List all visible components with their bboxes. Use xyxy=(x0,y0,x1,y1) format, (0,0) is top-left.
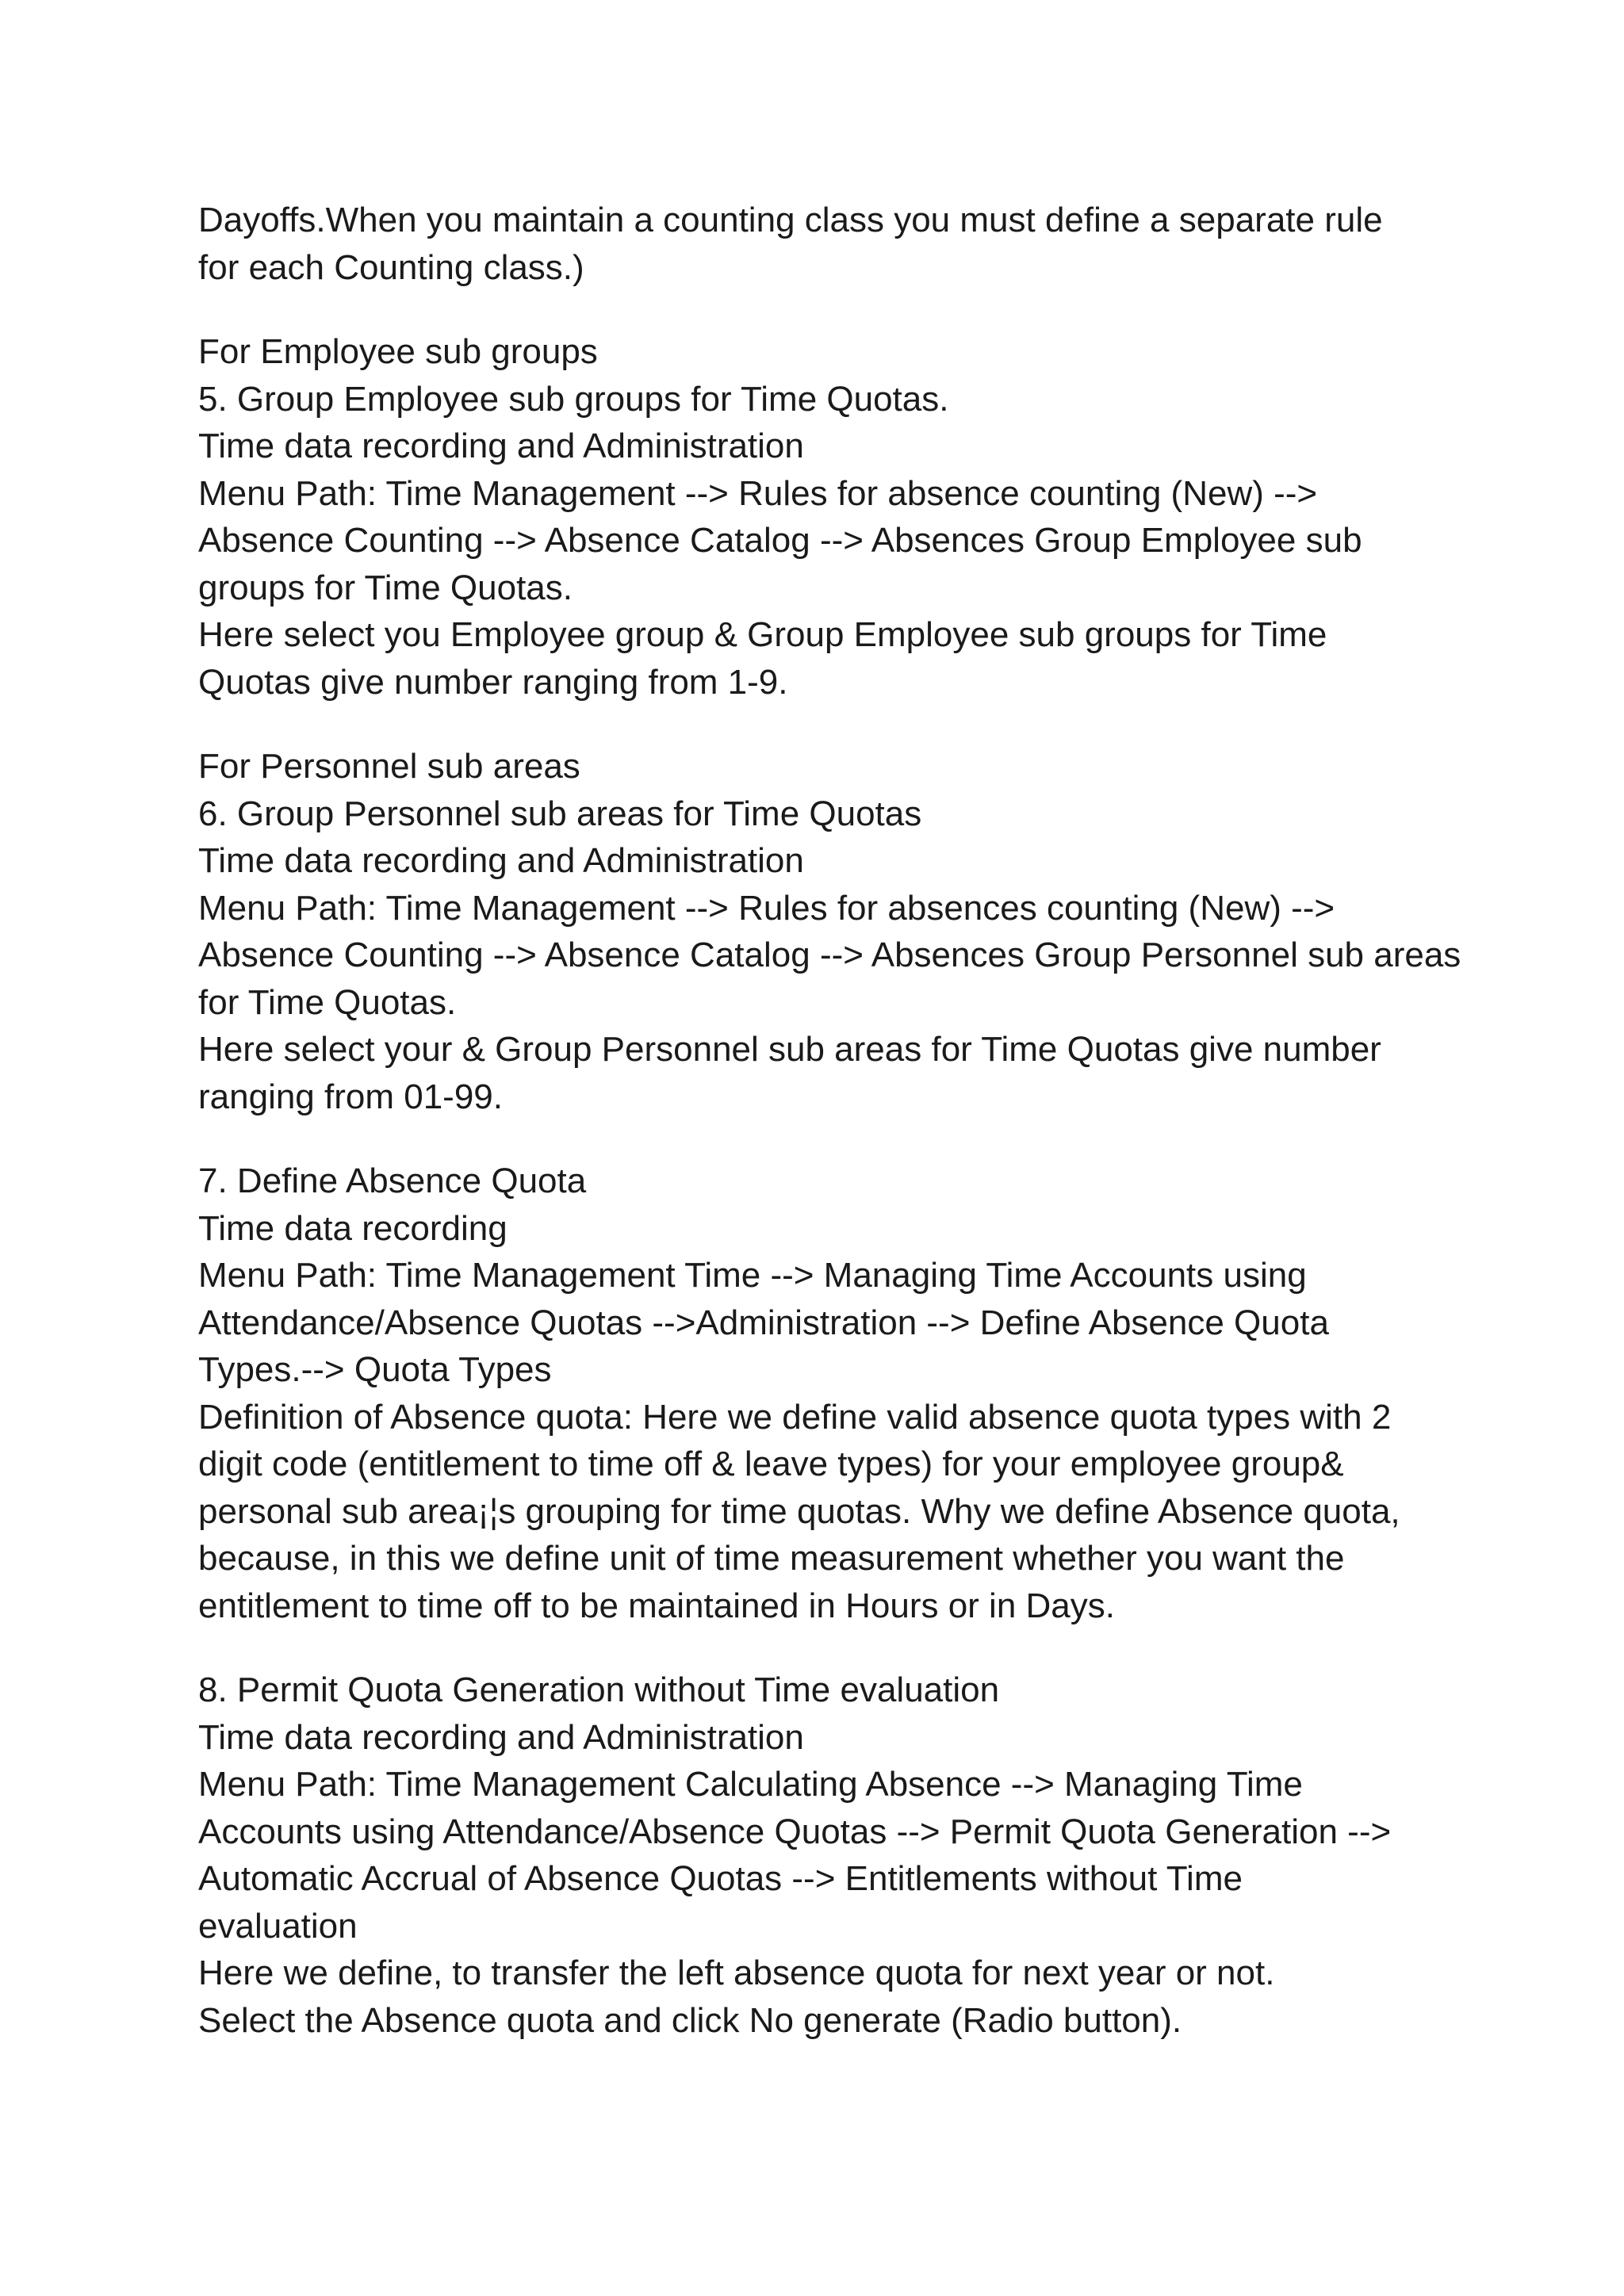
section-personnel-sub-areas xyxy=(198,743,1483,1120)
step-title: 6. Group Personnel sub areas for Time Quotas xyxy=(198,794,922,833)
text-line: Time data recording xyxy=(198,1208,508,1248)
text-line: entitlement to time off to be maintained in Hours or in Days. xyxy=(198,1586,1115,1625)
document-page xyxy=(198,197,1483,2081)
menu-path: Menu Path: Time Management --> Rules for absence counting (New) --> xyxy=(198,473,1318,513)
menu-path: Absence Counting --> Absence Catalog --> Absences Group Personnel sub areas xyxy=(198,936,1461,974)
text-line: Time data recording and Administration xyxy=(198,427,804,465)
menu-path: Attendance/Absence Quotas -->Administration --> Define Absence Quota xyxy=(198,1303,1329,1342)
menu-path: for Time Quotas. xyxy=(198,982,457,1022)
step-title: 5. Group Employee sub groups for Time Quotas. xyxy=(198,379,949,419)
menu-path: Automatic Accrual of Absence Quotas --> Entitlements without Time xyxy=(198,1859,1243,1898)
text-line: Definition of Absence quota: Here we define valid absence quota types with 2 xyxy=(198,1397,1392,1437)
paragraph-counting-class xyxy=(198,197,1483,291)
menu-path: Accounts using Attendance/Absence Quotas --> Permit Quota Generation --> xyxy=(198,1812,1392,1851)
menu-path: groups for Time Quotas. xyxy=(198,568,573,607)
text-line: for each Counting class.) xyxy=(198,247,584,287)
step-title: 8. Permit Quota Generation without Time evaluation xyxy=(198,1670,1000,1709)
menu-path: Types.--> Quota Types xyxy=(198,1350,552,1389)
section-permit-quota-generation xyxy=(198,1667,1483,2044)
text-line: ranging from 01-99. xyxy=(198,1077,503,1116)
text-line: Here select your & Group Personnel sub areas for Time Quotas give number xyxy=(198,1030,1381,1069)
step-title: 7. Define Absence Quota xyxy=(198,1161,587,1200)
section-define-absence-quota xyxy=(198,1158,1483,1629)
text-line: personal sub area¡¦s grouping for time quotas. Why we define Absence quota, xyxy=(198,1491,1400,1531)
text-line: Time data recording and Administration xyxy=(198,1717,804,1757)
text-line: because, in this we define unit of time measurement whether you want the xyxy=(198,1539,1345,1578)
text-line: Quotas give number ranging from 1-9. xyxy=(198,662,788,702)
text-line: Time data recording and Administration xyxy=(198,841,804,880)
menu-path: evaluation xyxy=(198,1906,358,1946)
menu-path: Menu Path: Time Management Calculating Absence --> Managing Time xyxy=(198,1765,1303,1804)
section-heading: For Personnel sub areas xyxy=(198,747,580,786)
menu-path: Menu Path: Time Management Time --> Managing Time Accounts using xyxy=(198,1256,1307,1295)
text-line: Dayoffs.When you maintain a counting class you must define a separate rule xyxy=(198,201,1383,239)
menu-path: Absence Counting --> Absence Catalog --> Absences Group Employee sub xyxy=(198,521,1362,560)
text-line: Here select you Employee group & Group Employee sub groups for Time xyxy=(198,615,1327,654)
text-line: Here we define, to transfer the left absence quota for next year or not. xyxy=(198,1954,1275,1992)
menu-path: Menu Path: Time Management --> Rules for absences counting (New) --> xyxy=(198,888,1335,928)
section-heading: For Employee sub groups xyxy=(198,332,598,371)
text-line: Select the Absence quota and click No generate (Radio button). xyxy=(198,2000,1182,2040)
section-employee-sub-groups xyxy=(198,328,1483,706)
text-line: digit code (entitlement to time off & leave types) for your employee group& xyxy=(198,1445,1344,1483)
